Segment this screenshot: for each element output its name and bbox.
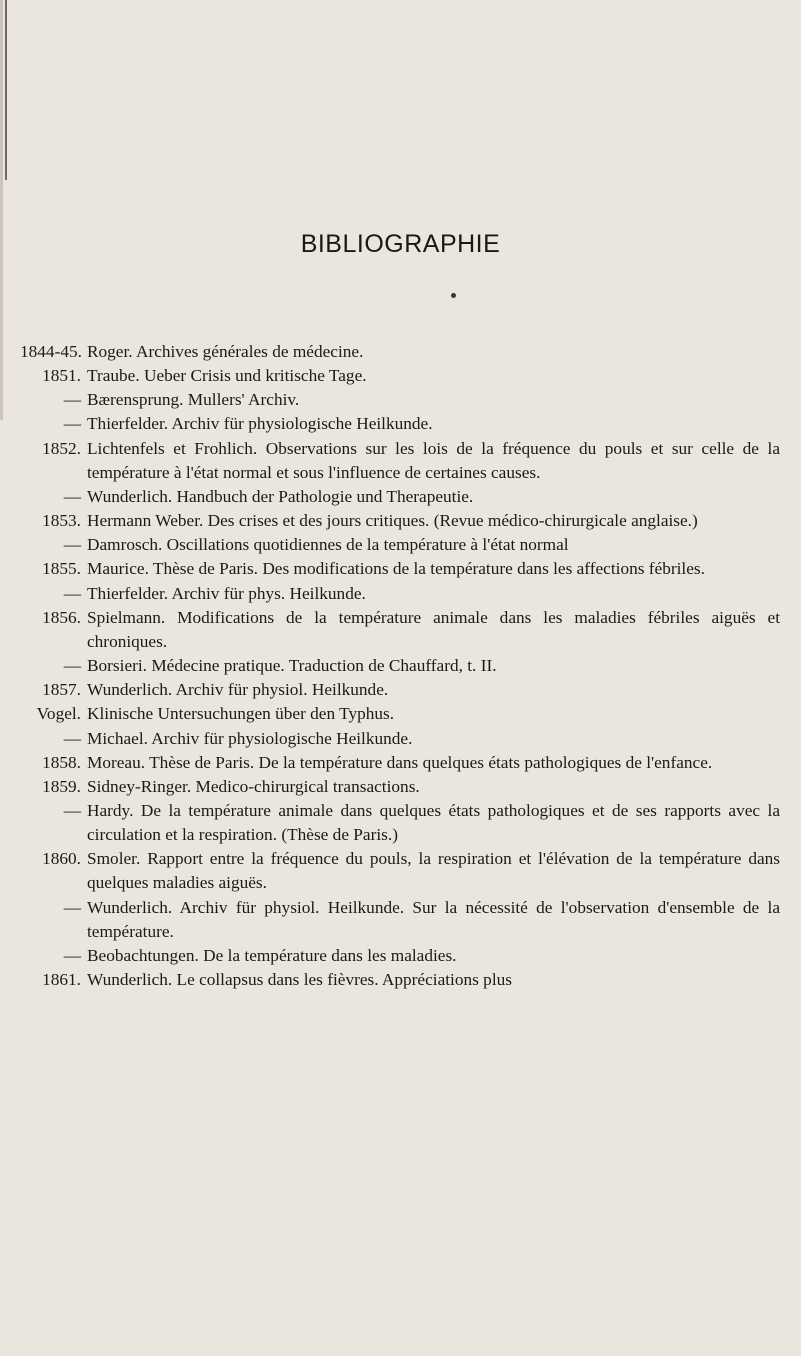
entry-year: 1859.	[42, 776, 81, 796]
bibliography-entry	[20, 437, 780, 485]
entry-text: Damrosch. Oscillations quotidiennes de la température à l'état normal	[87, 535, 569, 555]
entry-year: —	[63, 414, 81, 434]
entry-text: Klinische Untersuchungen über den Typhus.	[87, 704, 395, 724]
bibliography-entry	[20, 364, 780, 388]
entry-text: Thierfelder. Archiv für physiologische Heilkunde.	[87, 414, 433, 434]
entry-year: 1860.	[42, 849, 81, 869]
entry-text: Traube. Ueber Crisis und kritische Tage.	[87, 366, 367, 386]
bibliography-entry	[20, 485, 780, 509]
entry-year: Vogel.	[36, 704, 81, 724]
entry-year: 1855.	[42, 559, 81, 579]
entry-text: Thierfelder. Archiv für phys. Heilkunde.	[87, 583, 366, 603]
bibliography-entry	[20, 582, 780, 606]
entry-year: —	[63, 535, 81, 555]
bibliography-entry	[20, 727, 780, 751]
ink-dot	[451, 293, 456, 298]
entry-year: —	[63, 800, 81, 820]
bibliography-entry	[20, 557, 780, 581]
entry-year: 1857.	[42, 680, 81, 700]
entry-text: Borsieri. Médecine pratique. Traduction de Chauffard, t. II.	[87, 656, 497, 676]
entry-text: Sidney-Ringer. Medico-chirurgical transactions.	[87, 776, 420, 796]
entry-year: —	[63, 583, 81, 603]
bibliography-entry	[20, 968, 780, 992]
entry-text: Wunderlich. Handbuch der Pathologie und Therapeutie.	[87, 486, 474, 506]
bibliography-entry	[20, 388, 780, 412]
bibliography-entry	[20, 751, 780, 775]
bibliography-entry	[20, 944, 780, 968]
entry-text: Hermann Weber. Des crises et des jours critiques. (Revue médico-chirurgicale anglaise.)	[87, 511, 698, 531]
entry-text: Maurice. Thèse de Paris. Des modifications de la température dans les affections fébriles.	[87, 559, 705, 579]
bibliography-entry	[20, 896, 780, 944]
entry-text: Roger. Archives générales de médecine.	[87, 342, 364, 361]
bibliography-entry	[20, 340, 780, 364]
entry-text: Wunderlich. Archiv für physiol. Heilkunde.	[87, 680, 389, 700]
entry-year: 1852.	[42, 438, 81, 458]
page-edge-line	[5, 0, 7, 180]
entry-year: —	[63, 656, 81, 676]
bibliography-entry	[20, 654, 780, 678]
bibliography-entry	[20, 847, 780, 895]
entry-year: 1853.	[42, 511, 81, 531]
entry-year: 1851.	[42, 366, 81, 386]
entry-year: 1856.	[42, 607, 81, 627]
entry-text: Wunderlich. Le collapsus dans les fièvres. Appréciations plus	[87, 970, 512, 990]
entry-text: Spielmann. Modifications de la température animale dans les maladies fébriles aiguës et chroniques.	[87, 607, 780, 651]
bibliography-entry	[20, 775, 780, 799]
bibliography-entry	[20, 509, 780, 533]
entry-year: —	[63, 390, 81, 410]
bibliography-entry	[20, 533, 780, 557]
bibliography-entry	[20, 678, 780, 702]
bibliography-list	[20, 340, 780, 992]
entry-text: Michael. Archiv für physiologische Heilkunde.	[87, 728, 413, 748]
entry-text: Lichtenfels et Frohlich. Observations sur les lois de la fréquence du pouls et sur celle de la température à l'état normal et sous l'influence de certaines causes.	[87, 438, 780, 482]
entry-year: —	[63, 945, 81, 965]
bibliography-entry	[20, 412, 780, 436]
bibliography-entry	[20, 702, 780, 726]
entry-text: Hardy. De la température animale dans quelques états pathologiques et de ses rapports avec la circulation et la respiration. (Thèse de Paris.)	[87, 800, 780, 845]
entry-text: Moreau. Thèse de Paris. De la température dans quelques états pathologiques de l'enfance.	[87, 752, 713, 772]
entry-year: 1844-45.	[20, 342, 82, 361]
bibliography-entry	[20, 606, 780, 654]
entry-year: —	[63, 897, 81, 917]
entry-year: —	[63, 728, 81, 748]
entry-year: —	[63, 486, 81, 506]
entry-text: Smoler. Rapport entre la fréquence du pouls, la respiration et l'élévation de la température dans quelques maladies aiguës.	[87, 849, 780, 893]
bibliography-entry	[20, 799, 780, 847]
page-edge-shadow	[0, 0, 3, 420]
entry-text: Wunderlich. Archiv für physiol. Heilkunde. Sur la nécessité de l'observation d'ensemble de la température.	[87, 897, 780, 941]
entry-text: Bærensprung. Mullers' Archiv.	[87, 390, 300, 410]
page-title: BIBLIOGRAPHIE	[300, 230, 501, 258]
entry-text: Beobachtungen. De la température dans les maladies.	[87, 945, 457, 965]
entry-year: 1858.	[42, 752, 81, 772]
entry-year: 1861.	[42, 970, 81, 990]
